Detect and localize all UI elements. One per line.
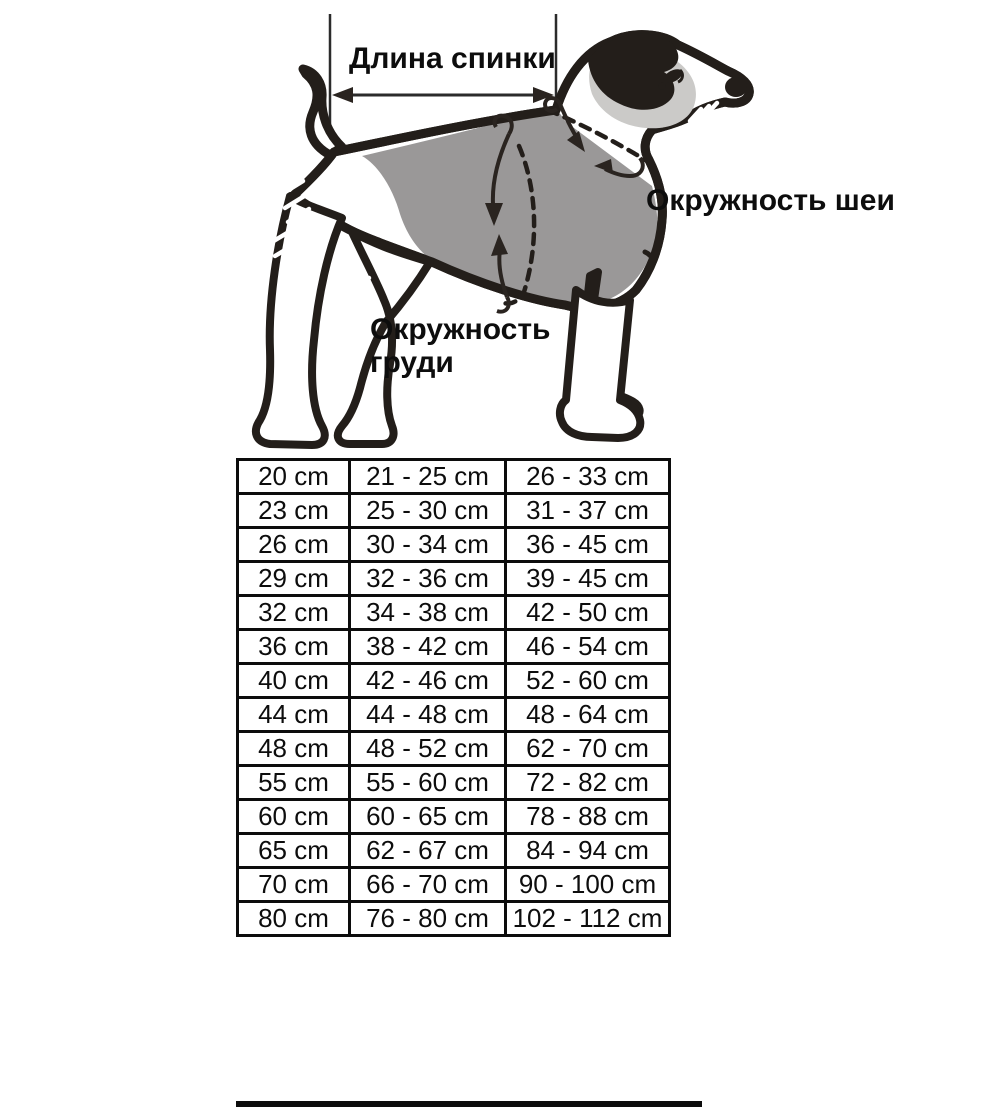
table-cell: 44 cm [238,698,350,732]
table-cell: 55 cm [238,766,350,800]
table-cell: 62 - 70 cm [506,732,670,766]
table-cell: 70 cm [238,868,350,902]
dog-nose [725,77,747,97]
table-cell: 20 cm [238,460,350,494]
table-row [238,902,670,936]
table-row [238,596,670,630]
table-cell: 60 cm [238,800,350,834]
table-cell: 60 - 65 cm [350,800,506,834]
table-cell: 90 - 100 cm [506,868,670,902]
table-cell: 26 - 33 cm [506,460,670,494]
dog-far-hind-leg [256,196,342,445]
back-length-label: Длина спинки [349,42,556,75]
table-cell: 62 - 67 cm [350,834,506,868]
arrow-right-icon [533,87,554,103]
chest-girth-label [370,313,550,379]
table-cell: 52 - 60 cm [506,664,670,698]
table-cell: 39 - 45 cm [506,562,670,596]
table-cell: 48 - 64 cm [506,698,670,732]
table-cell: 80 cm [238,902,350,936]
table-cell: 32 - 36 cm [350,562,506,596]
table-row [238,698,670,732]
dog-tail [303,69,342,155]
table-cell: 46 - 54 cm [506,630,670,664]
table-cell: 78 - 88 cm [506,800,670,834]
table-cell: 76 - 80 cm [350,902,506,936]
table-row [238,460,670,494]
table-cell: 48 cm [238,732,350,766]
table-cell: 26 cm [238,528,350,562]
table-cell: 66 - 70 cm [350,868,506,902]
table-cell: 102 - 112 cm [506,902,670,936]
chest-girth-label-line1: Окружность [370,313,551,346]
table-cell: 34 - 38 cm [350,596,506,630]
table-cell: 40 cm [238,664,350,698]
table-row [238,868,670,902]
table-cell: 23 cm [238,494,350,528]
table-cell: 25 - 30 cm [350,494,506,528]
table-row [238,800,670,834]
table-row [238,766,670,800]
size-table [236,458,671,937]
bottom-crop-line [236,1101,702,1107]
table-row [238,494,670,528]
table-cell: 31 - 37 cm [506,494,670,528]
chest-girth-label-line2: груди [370,346,454,379]
table-row [238,528,670,562]
table-row [238,630,670,664]
neck-girth-label: Окружность шеи [646,184,895,217]
table-cell: 44 - 48 cm [350,698,506,732]
table-row [238,732,670,766]
table-cell: 29 cm [238,562,350,596]
table-cell: 32 cm [238,596,350,630]
table-cell: 38 - 42 cm [350,630,506,664]
table-cell: 30 - 34 cm [350,528,506,562]
dog-near-front-leg [560,290,640,438]
table-row [238,562,670,596]
table-cell: 84 - 94 cm [506,834,670,868]
table-row [238,664,670,698]
arrow-left-icon [332,87,353,103]
size-table-body [238,460,670,936]
table-cell: 72 - 82 cm [506,766,670,800]
table-cell: 48 - 52 cm [350,732,506,766]
table-cell: 21 - 25 cm [350,460,506,494]
table-cell: 42 - 46 cm [350,664,506,698]
table-row [238,834,670,868]
table-cell: 36 cm [238,630,350,664]
table-cell: 42 - 50 cm [506,596,670,630]
table-cell: 55 - 60 cm [350,766,506,800]
table-cell: 65 cm [238,834,350,868]
table-cell: 36 - 45 cm [506,528,670,562]
